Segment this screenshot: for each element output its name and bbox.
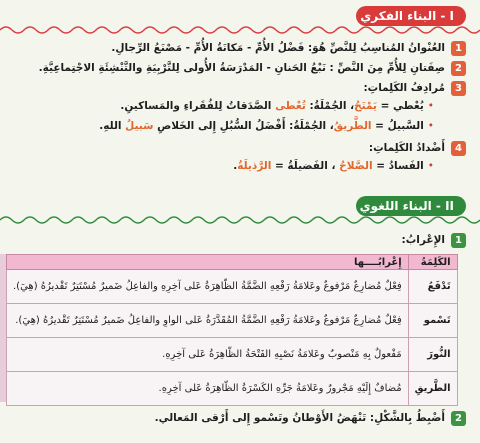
section1-item-4	[369, 140, 466, 156]
antonym-mid: ، الفَضيلَةُ =	[271, 160, 340, 172]
section2-banner: II - البناء اللغوي	[356, 196, 466, 216]
section2-item-1	[402, 232, 466, 248]
synonym-highlight: تُعْطى	[275, 100, 306, 112]
synonym-lead: يُعْطي =	[376, 100, 424, 112]
item-text: تَنْهَضُ الأَوْطانُ وتَسْمو إِلى أَرْقى المَعالي.	[154, 412, 370, 424]
table-row	[7, 304, 458, 338]
section2-divider	[0, 214, 480, 226]
synonym-word: يَمْنَحُ	[354, 100, 377, 112]
cell-word: تَدْفَعُ	[408, 270, 457, 304]
column-header-parse: إِعْرابُــــها	[7, 255, 409, 270]
table-row	[7, 372, 458, 406]
item-number: 3	[451, 81, 466, 96]
section1-item-1	[111, 40, 466, 56]
cell-word: الطَّريقِ	[408, 372, 457, 406]
cell-parse: فِعْلٌ مُضارِعٌ مَرْفوعٌ وعَلامَةُ رَفْعِهِ الضَّمَّةُ الظّاهِرَةُ عَلى آخِرِهِ والفاعِلُ ضَميرٌ مُسْتَتِرٌ تَقْديرُهُ (هِيَ).	[7, 270, 409, 304]
item-text: أَضْدادُ الكَلِماتِ:	[368, 142, 445, 154]
bullet-icon: •	[427, 100, 434, 112]
section1-item-3	[363, 80, 466, 96]
section2-item-2	[155, 410, 466, 426]
item-text: صِفَتانِ لِلأُمِّ مِنَ النَّصِّ : نَبْعُ الحَنانِ - المَدْرَسَةُ الأُولى لِلتَّرْبِيَةِ والتَّنْشِئَةِ الاجْتِماعِيَّةِ.	[38, 62, 445, 74]
item-number: 2	[451, 411, 466, 426]
cell-parse: فِعْلٌ مُضارِعٌ مَرْفوعٌ وعَلامَةُ رَفْعِهِ الضَّمَّةُ المُقَدَّرَةُ عَلى الواوِ والفاعِلُ ضَميرٌ مُسْتَتِرٌ تَقْديرُهُ (هِيَ).	[7, 304, 409, 338]
synonym-highlight: سَبيلُ	[125, 120, 154, 132]
synonym-mid: ، الجُمْلَةُ:	[305, 100, 355, 112]
table-header-row	[7, 255, 458, 270]
section1-item-2	[39, 60, 466, 76]
cell-word: تَسْمو	[408, 304, 457, 338]
item-number: 1	[451, 41, 466, 56]
cell-parse: مَفْعولٌ بِهِ مَنْصوبٌ وعَلامَةُ نَصْبِهِ الفَتْحَةُ الظّاهِرَةُ عَلى آخِرِهِ.	[7, 338, 409, 372]
synonym-mid: ، الجُمْلَةُ: أَفْضَلُ السُّبُلِ إِلى الخَلاصِ	[153, 120, 334, 132]
synonym-line-1	[120, 98, 434, 114]
antonym-lead: الفَسادُ =	[372, 160, 424, 172]
antonym-line-1	[233, 158, 434, 174]
cell-word: النُّورَ	[408, 338, 457, 372]
synonym-word: الطَّريقُ	[333, 120, 372, 132]
synonym-rest: اللهِ.	[99, 120, 126, 132]
antonym-rest: .	[233, 160, 238, 172]
table-row	[7, 338, 458, 372]
item-number: 1	[451, 233, 466, 248]
parsing-table	[6, 254, 458, 406]
bullet-icon: •	[427, 160, 434, 172]
item-number: 4	[451, 141, 466, 156]
item-text: العُنْوانُ المُناسِبُ لِلنَّصِّ هُوَ: فَضْلُ الأُمِّ - مَكانَةُ الأُمِّ - مَصْنَعُ الرِّجالِ.	[111, 42, 445, 54]
antonym-word: الصَّلاحُ	[339, 160, 373, 172]
section1-divider	[0, 24, 480, 36]
synonym-line-2	[99, 118, 434, 134]
item-text: مُرادِفُ الكَلِماتِ:	[363, 82, 445, 94]
table-row	[7, 270, 458, 304]
section1-banner: I - البناء الفكري	[356, 6, 466, 26]
cell-parse: مُضافٌ إِلَيْهِ مَجْرورٌ وعَلامَةُ جَرِّهِ الكَسْرَةُ الظّاهِرَةُ عَلى آخِرِهِ.	[7, 372, 409, 406]
item-number: 2	[451, 61, 466, 76]
item-text: الإِعْرابُ:	[401, 234, 445, 246]
antonym-highlight: الرَّذيلَةُ	[237, 160, 272, 172]
synonym-lead: السَّبيلُ =	[371, 120, 424, 132]
bullet-icon: •	[427, 120, 434, 132]
synonym-rest: الصَّدَقاتُ لِلفُقَراءِ والمَساكينِ.	[120, 100, 276, 112]
column-header-word: الكَلِمَةُ	[408, 255, 457, 270]
item-lead: أَضْبِطُ بِالشَّكْلِ:	[369, 412, 445, 424]
